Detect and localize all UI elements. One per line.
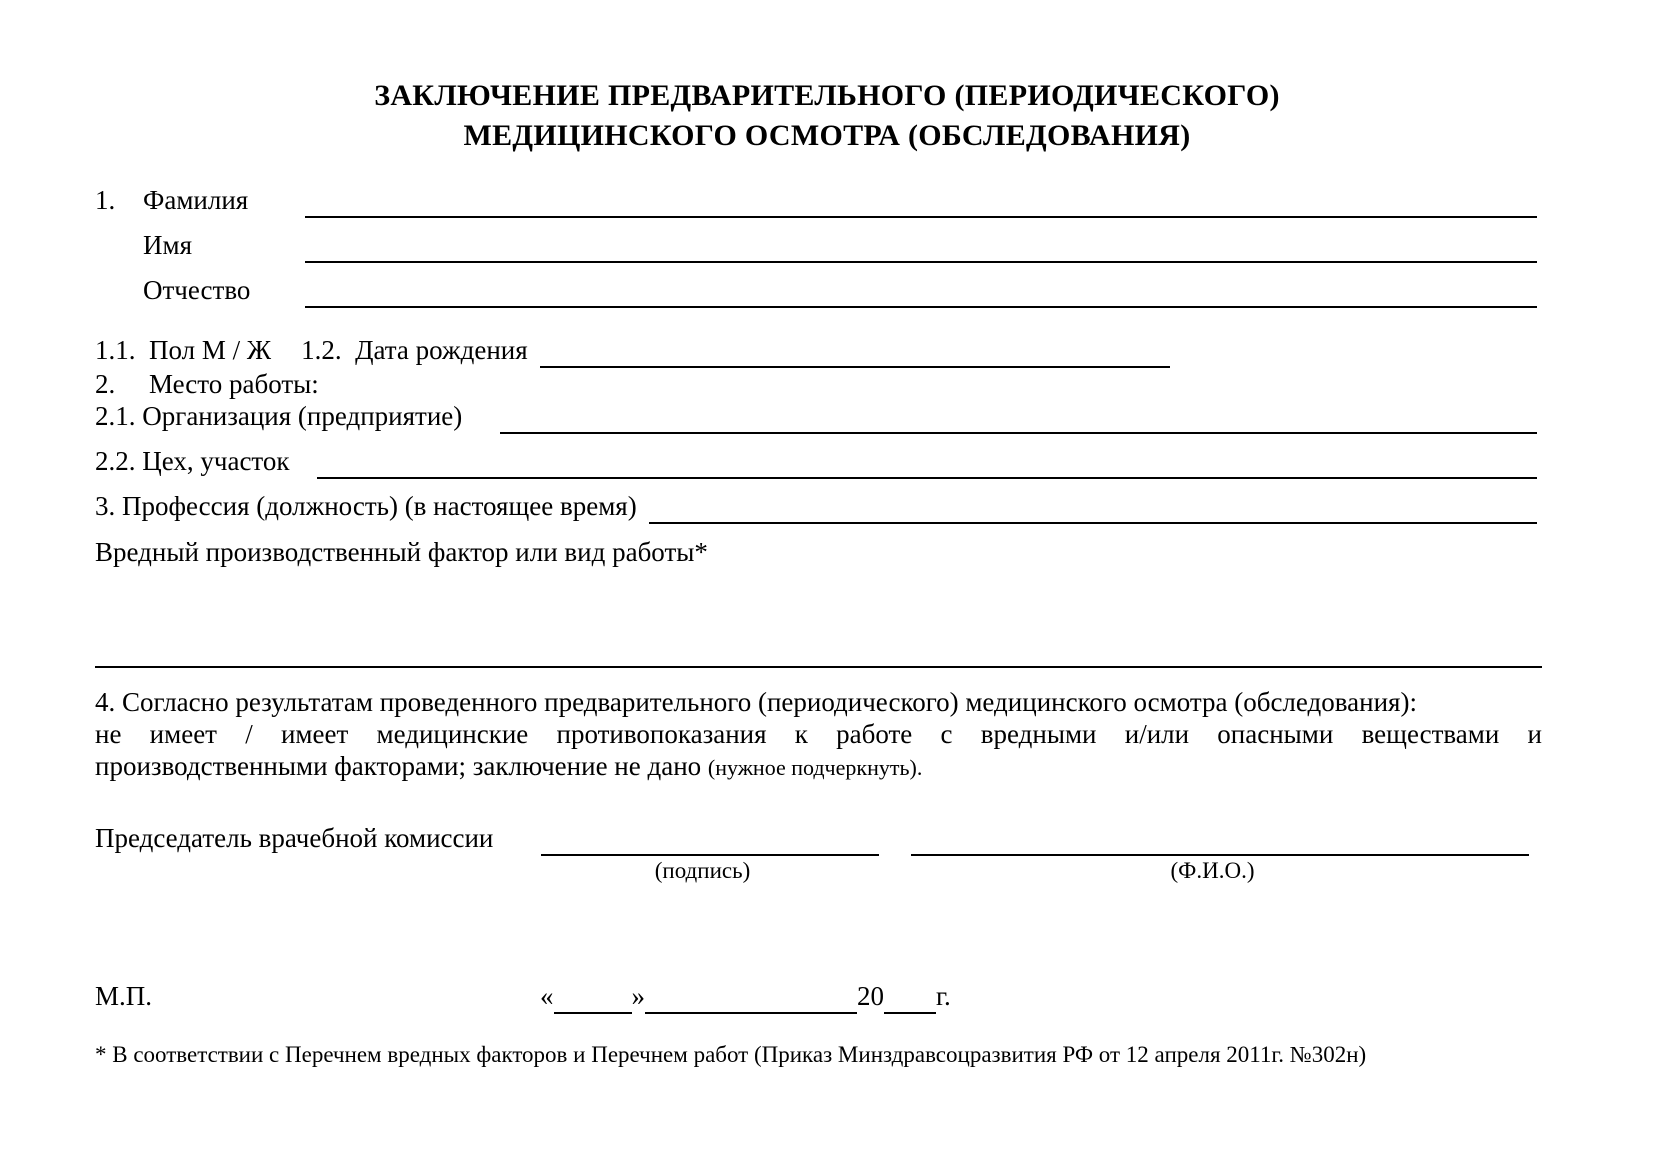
patronymic-input-line[interactable] bbox=[305, 277, 1537, 308]
conclusion-line3 bbox=[95, 750, 1542, 784]
form-title bbox=[0, 76, 1654, 156]
form-title-line2: МЕДИЦИНСКОГО ОСМОТРА (ОБСЛЕДОВАНИЯ) bbox=[463, 119, 1191, 152]
profession-label: 3. Профессия (должность) (в настоящее время) bbox=[95, 491, 637, 521]
profession-row bbox=[95, 488, 1537, 524]
department-label: 2.2. Цех, участок bbox=[95, 446, 290, 476]
department-row bbox=[95, 443, 1537, 479]
chairman-label: Председатель врачебной комиссии bbox=[95, 823, 494, 853]
organization-row bbox=[95, 398, 1537, 434]
workplace-label: 2. Место работы: bbox=[95, 369, 319, 399]
day-input-line[interactable] bbox=[554, 983, 632, 1014]
close-quote: » bbox=[631, 981, 645, 1011]
department-input-line[interactable] bbox=[317, 448, 1537, 479]
sex-label: 1.1. Пол М / Ж bbox=[95, 335, 272, 365]
conclusion-line3-main: производственными факторами; заключение не дано bbox=[95, 751, 702, 781]
fio-caption: (Ф.И.О.) bbox=[1170, 858, 1255, 883]
chairman-signature-line[interactable] bbox=[541, 825, 879, 856]
year-input-line[interactable] bbox=[884, 983, 936, 1014]
month-input-line[interactable] bbox=[645, 983, 857, 1014]
surname-row bbox=[95, 182, 1537, 218]
stamp-date-row bbox=[95, 978, 1537, 1014]
name-row bbox=[95, 227, 1537, 263]
signature-captions-row bbox=[0, 858, 1654, 888]
organization-input-line[interactable] bbox=[500, 403, 1537, 434]
year-prefix: 20 bbox=[857, 981, 884, 1011]
name-label: Имя bbox=[143, 230, 193, 260]
sex-birthdate-row bbox=[95, 332, 1537, 368]
organization-label: 2.1. Организация (предприятие) bbox=[95, 401, 463, 431]
surname-number: 1. bbox=[95, 185, 116, 215]
surname-input-line[interactable] bbox=[305, 187, 1537, 218]
patronymic-row bbox=[95, 272, 1537, 308]
conclusion-line1: 4. Согласно результатам проведенного предварительного (периодического) медицинского осмотра (обследования): bbox=[95, 687, 1417, 717]
surname-label: Фамилия bbox=[143, 185, 249, 215]
birthdate-input-line[interactable] bbox=[540, 337, 1170, 368]
conclusion-paragraph bbox=[95, 686, 1542, 784]
date-group bbox=[540, 978, 951, 1014]
patronymic-label: Отчество bbox=[143, 275, 251, 305]
conclusion-underline-note: (нужное подчеркнуть). bbox=[707, 755, 923, 780]
profession-input-line[interactable] bbox=[649, 493, 1537, 524]
name-input-line[interactable] bbox=[305, 232, 1537, 263]
form-title-line1: ЗАКЛЮЧЕНИЕ ПРЕДВАРИТЕЛЬНОГО (ПЕРИОДИЧЕСКОГО) bbox=[374, 79, 1280, 112]
hazard-input-line[interactable] bbox=[95, 666, 1542, 668]
hazard-label: Вредный производственный фактор или вид работы* bbox=[95, 537, 708, 567]
birthdate-label: 1.2. Дата рождения bbox=[301, 335, 528, 365]
open-quote: « bbox=[540, 981, 554, 1011]
conclusion-line2: не имеет / имеет медицинские противопоказания к работе с вредными и/или опасными веществами и bbox=[95, 719, 1542, 749]
year-suffix: г. bbox=[936, 981, 951, 1011]
chairman-fio-line[interactable] bbox=[911, 825, 1529, 856]
stamp-label: М.П. bbox=[95, 981, 153, 1011]
footnote: * В соответствии с Перечнем вредных факторов и Перечнем работ (Приказ Минздравсоцразвития РФ от 12 апреля 2011г. №302н) bbox=[95, 1042, 1367, 1067]
chairman-row bbox=[95, 820, 1537, 856]
signature-caption: (подпись) bbox=[654, 858, 751, 883]
